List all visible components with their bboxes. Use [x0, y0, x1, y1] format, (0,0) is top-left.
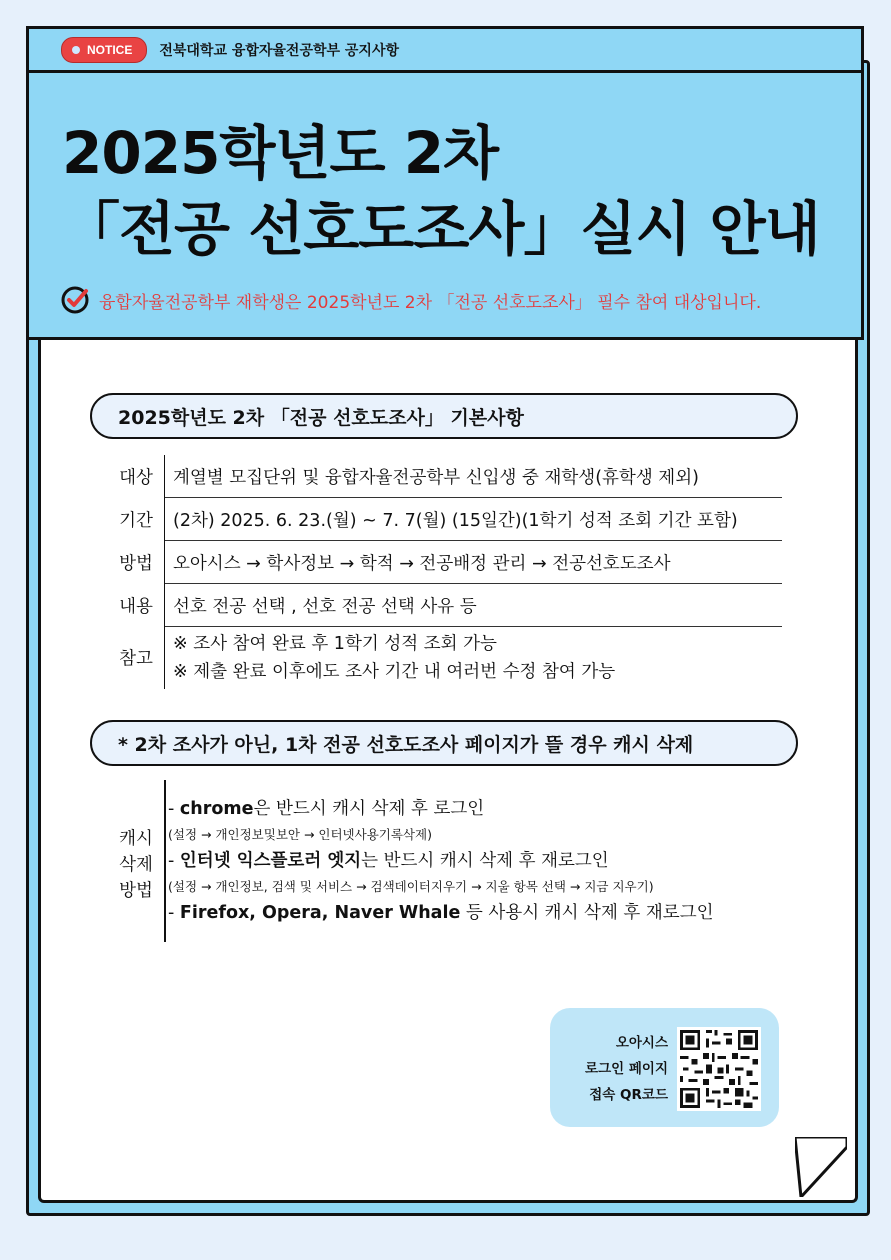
bullet-dash: - [168, 799, 180, 819]
cache-heading [90, 720, 798, 766]
cache-label-line: 방법 [119, 881, 153, 901]
qr-caption-line: 접속 QR코드 [589, 1087, 668, 1103]
step-text: 은 반드시 캐시 삭제 후 로그인 [253, 799, 485, 819]
table-row [108, 541, 782, 584]
browser-name: Firefox, Opera, Naver Whale [179, 903, 461, 923]
row-value: 오아시스 → 학사정보 → 학적 → 전공배정 관리 → 전공선호도조사 [165, 541, 783, 584]
other-browsers-step [168, 900, 714, 926]
edge-step [168, 848, 714, 874]
cache-heading-text: * 2차 조사가 아닌, 1차 전공 선호도조사 페이지가 뜰 경우 캐시 삭제 [118, 733, 694, 756]
row-label: 기간 [108, 498, 165, 541]
chrome-step [168, 796, 714, 822]
row-label: 대상 [108, 455, 165, 498]
edge-path: (설정 → 개인정보, 검색 및 서비스 → 검색데이터지우기 → 지울 항목 선택 → 지금 지우기) [168, 879, 654, 894]
cache-label [108, 826, 164, 904]
cache-steps [168, 796, 714, 926]
table-row [108, 584, 782, 627]
step-text: 등 사용시 캐시 삭제 후 재로그인 [460, 903, 714, 923]
cache-label-line: 캐시 [119, 829, 153, 849]
qr-caption [570, 1030, 668, 1108]
basic-info-heading [90, 393, 798, 439]
qr-caption-line: 로그인 페이지 [585, 1061, 668, 1077]
table-row [108, 498, 782, 541]
qr-caption-line: 오아시스 [615, 1035, 668, 1051]
basic-info-heading-text: 2025학년도 2차 「전공 선호도조사」 기본사항 [118, 406, 524, 429]
check-circle-icon [61, 285, 91, 315]
cache-instructions [108, 780, 788, 942]
chrome-path: (설정 → 개인정보및보안 → 인터넷사용기록삭제) [168, 827, 432, 842]
row-value: 계열별 모집단위 및 융합자율전공학부 신입생 중 재학생(휴학생 제외) [165, 455, 783, 498]
title-line-2: 「전공 선호도조사」실시 안내 [62, 195, 820, 263]
row-value: 선호 전공 선택 , 선호 전공 선택 사유 등 [165, 584, 783, 627]
row-value [165, 627, 783, 690]
page-title [62, 115, 820, 267]
row-value: (2차) 2025. 6. 23.(월) ~ 7. 7(월) (15일간)(1학기 성적 조회 기간 포함) [165, 498, 783, 541]
step-text: 는 반드시 캐시 삭제 후 재로그인 [361, 851, 609, 871]
page-curl-corner [795, 1137, 847, 1197]
qr-panel [550, 1008, 779, 1127]
note-line-1: ※ 조사 참여 완료 후 1학기 성적 조회 가능 [173, 634, 497, 654]
browser-name: 인터넷 익스플로러 엣지 [179, 851, 362, 871]
header-panel [26, 26, 864, 340]
note-line-2: ※ 제출 완료 이후에도 조사 기간 내 여러번 수정 참여 가능 [173, 662, 616, 682]
table-row [108, 627, 782, 690]
basic-info-table [108, 455, 782, 689]
title-line-1: 2025학년도 2차 [62, 119, 499, 187]
notice-badge [61, 37, 147, 63]
row-label: 방법 [108, 541, 165, 584]
row-label: 내용 [108, 584, 165, 627]
notice-bar [29, 29, 861, 73]
table-row [108, 455, 782, 498]
target-notice-text: 융합자율전공학부 재학생은 2025학년도 2차 「전공 선호도조사」 필수 참여 대상입니다. [99, 292, 762, 313]
notice-source: 전북대학교 융합자율전공학부 공지사항 [159, 42, 399, 59]
badge-dot-icon [72, 46, 80, 54]
target-notice [61, 285, 761, 315]
qr-code-icon[interactable] [677, 1027, 761, 1111]
bullet-dash: - [168, 851, 180, 871]
cache-label-line: 삭제 [119, 855, 153, 875]
notice-badge-label: NOTICE [87, 42, 133, 57]
browser-name: chrome [179, 799, 254, 819]
divider [164, 780, 166, 942]
row-label: 참고 [108, 627, 165, 690]
bullet-dash: - [168, 903, 180, 923]
